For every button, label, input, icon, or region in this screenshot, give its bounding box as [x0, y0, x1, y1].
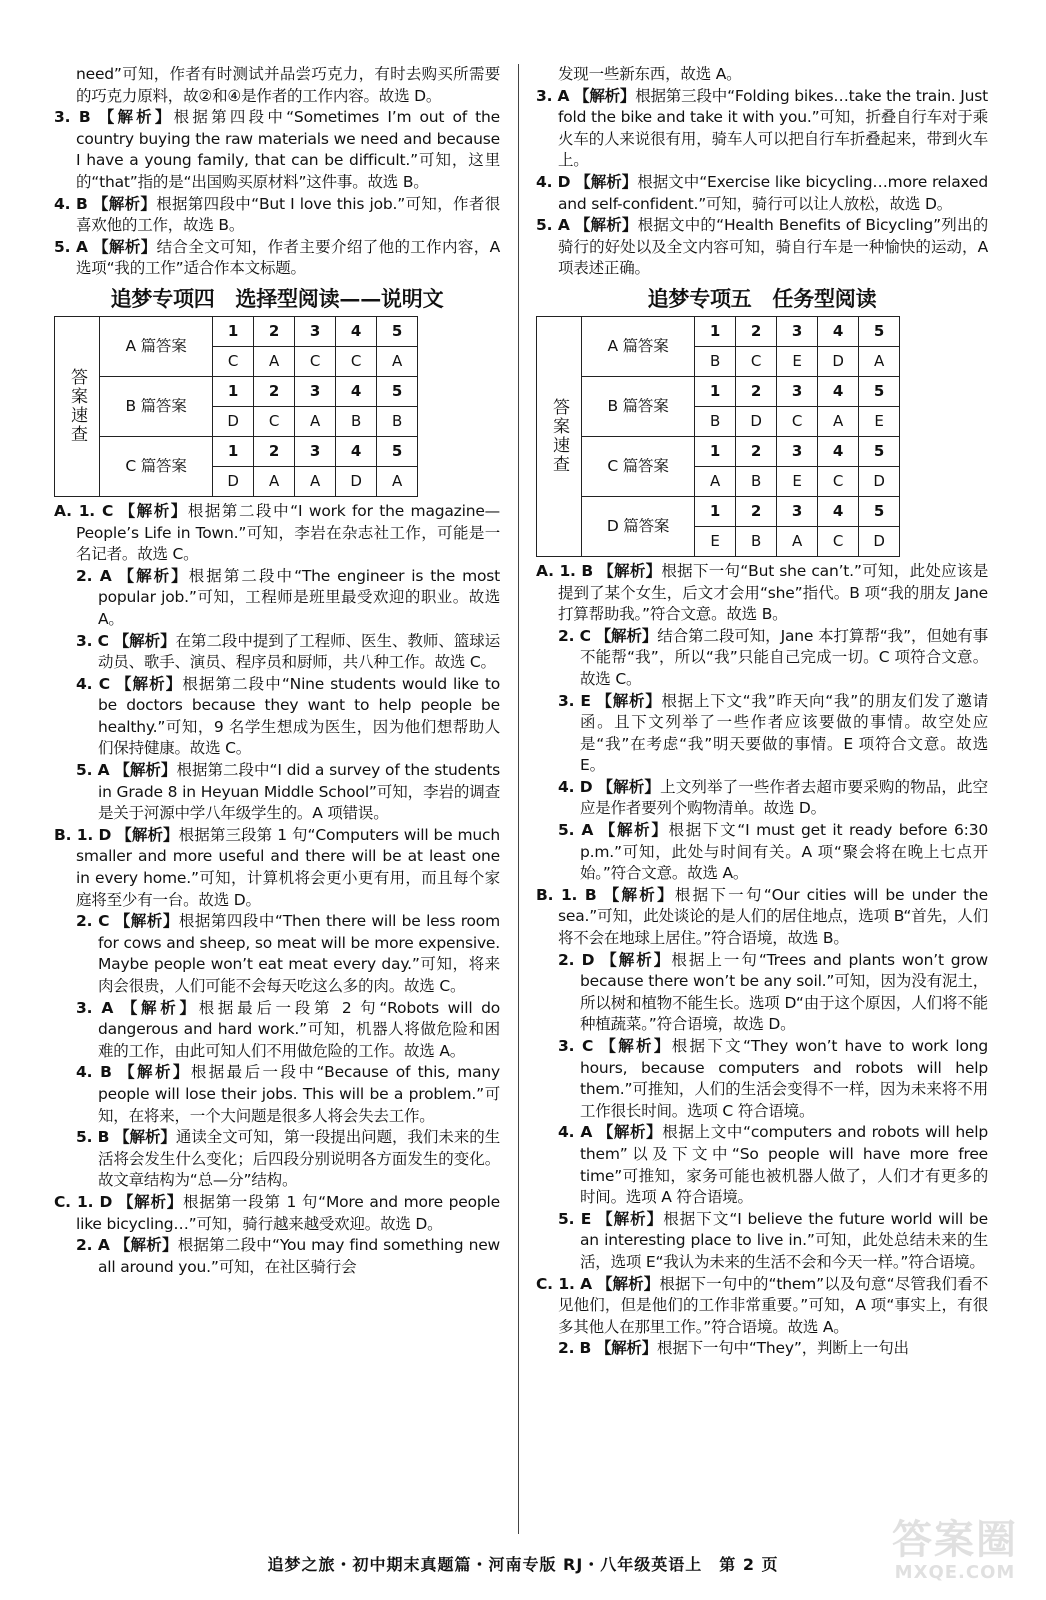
- answer-explanation: 根据下文“I must get it ready before 6:30 p.m.”可知，此处与时间有关。A 项“聚会将在晚上七点开始。”符合文意。故选 A。: [580, 821, 989, 883]
- answer-number: 4. A: [558, 1123, 593, 1142]
- answer-item: [54, 998, 500, 1063]
- answer-number: 2. A: [76, 1236, 110, 1255]
- analysis-tag: 【解析】: [600, 1037, 672, 1055]
- answer-row-numbers: [55, 316, 418, 346]
- page-footer: 追梦之旅・初中期末真题篇・河南专版 RJ・八年级英语上 第 2 页: [267, 1555, 779, 1574]
- answer-lookup-label: 答案速查: [537, 316, 582, 556]
- answer-row-numbers: [55, 376, 418, 406]
- answer-letter: A: [377, 466, 418, 496]
- analysis-tag: 【解析】: [92, 194, 157, 213]
- answer-letter: A: [295, 406, 336, 436]
- answer-table-5: [536, 316, 988, 557]
- answer-letter: A: [254, 466, 295, 496]
- answer-explanation: 根据最后一段第 2 句“Robots will do dangerous and hard work.”可知，机器人将做危险和困难的工作，由此可知人们不用做危险的工作。故选 A。: [98, 998, 500, 1060]
- answer-letter: A: [695, 466, 736, 496]
- answer-item: [536, 777, 988, 820]
- analysis-tag: 【解析】: [597, 1209, 664, 1228]
- answer-letter: D: [736, 406, 777, 436]
- answer-row-numbers: [537, 316, 900, 346]
- passage-label: D 篇答案: [582, 496, 695, 556]
- answer-explanation: 根据下一句中的“them”以及句意“尽管我们看不见他们，但是他们的工作非常重要。”可知，A 项“事实上，有很多其他人在那里工作。”符合语境。故选 A。: [558, 1274, 989, 1336]
- answer-number: A. 1. C: [54, 501, 114, 520]
- answer-table-4: [54, 316, 500, 497]
- answer-letter: A: [818, 406, 859, 436]
- answer-item: [54, 237, 500, 280]
- right-intro-items: [536, 86, 988, 280]
- question-number: 5: [377, 376, 418, 406]
- analysis-tag: 【解析】: [116, 825, 179, 844]
- right-column: [536, 64, 988, 1360]
- answer-explanation: 通读全文可知，第一段提出问题，我们未来的生活将会发生什么变化；后四段分别说明各方面发生的变化。故文章结构为“总—分”结构。: [98, 1128, 500, 1190]
- answer-item: [536, 1036, 988, 1122]
- question-number: 5: [377, 316, 418, 346]
- answer-explanation: 根据第三段第 1 句“Computers will be much smaller and more useful and there will be at least one in every home.”可知，计算机将会更小更有用，而且每个家庭将至少有一台。故选 D。: [76, 825, 501, 909]
- answer-letter: D: [336, 466, 377, 496]
- question-number: 2: [254, 376, 295, 406]
- analysis-tag: 【解析】: [114, 1128, 176, 1147]
- answer-explanation: 根据文中“Exercise like bicycling…more relaxed and self-confident.”可知，骑行可以让人放松，故选 D。: [558, 172, 988, 213]
- intro-paragraph: need”可知，作者有时测试并品尝巧克力，有时去购买所需要的巧克力原料，故②和④是作者的工作内容。故选 D。: [76, 65, 500, 105]
- answer-letter: B: [695, 406, 736, 436]
- passage-label: A 篇答案: [582, 316, 695, 376]
- answer-number: 5. B: [76, 1128, 110, 1147]
- question-number: 5: [859, 376, 900, 406]
- answer-item: [536, 215, 988, 280]
- answer-letter: C: [818, 466, 859, 496]
- passage-label: C 篇答案: [100, 436, 213, 496]
- answer-number: 3. C: [558, 1037, 594, 1055]
- answer-item: [54, 1192, 500, 1235]
- answer-item: [536, 950, 988, 1036]
- answer-explanation: 根据下文“I believe the future world will be an interesting place to live in.”可知，此处总结未来的生活，选项 E“我认为未来的生活不会和今天一样。”符合语境。: [580, 1209, 989, 1271]
- answer-letter: B: [336, 406, 377, 436]
- watermark-url: MXQE.COM: [894, 1562, 1016, 1583]
- answer-item: [536, 885, 988, 950]
- question-number: 1: [695, 316, 736, 346]
- analysis-tag: 【解析】: [599, 821, 669, 840]
- analysis-tag: 【解析】: [114, 912, 179, 931]
- answer-explanation: 结合全文可知，作者主要介绍了他的工作内容，A 选项“我的工作”适合作本文标题。: [76, 237, 500, 278]
- answer-letter: D: [213, 466, 254, 496]
- analysis-tag: 【解析】: [118, 566, 189, 585]
- answer-explanation: 根据下一句“Our cities will be under the sea.”可知，此处谈论的是人们的居住地点，选项 B“首先，人们将不会在地球上居住。”符合语境，故选 B。: [558, 885, 989, 948]
- answer-letter: C: [336, 346, 377, 376]
- answer-explanation: 根据第二段中“You may find something new all around you.”可知，在社区骑行会: [98, 1236, 501, 1276]
- answer-item: [536, 1209, 988, 1274]
- answer-explanation: 结合第二段可知，Jane 本打算帮“我”，但她有事不能帮“我”，所以“我”只能自己完成一切。C 项符合文意。故选 C。: [580, 626, 988, 688]
- question-number: 4: [818, 436, 859, 466]
- passage-label: B 篇答案: [582, 376, 695, 436]
- answer-letter: D: [213, 406, 254, 436]
- answer-letter: A: [859, 346, 900, 376]
- answer-letter: D: [859, 526, 900, 556]
- left-intro-items: [54, 107, 500, 280]
- question-number: 3: [295, 376, 336, 406]
- answer-number: C. 1. A: [536, 1274, 592, 1293]
- analysis-tag: 【解析】: [596, 691, 662, 710]
- analysis-tag: 【解析】: [597, 777, 661, 796]
- question-number: 4: [818, 496, 859, 526]
- answer-letter: B: [377, 406, 418, 436]
- answer-number: 2. B: [558, 1339, 592, 1358]
- question-number: 4: [336, 376, 377, 406]
- answer-letter: C: [818, 526, 859, 556]
- answer-item: [54, 1235, 500, 1278]
- answer-number: 5. A: [536, 216, 570, 235]
- answer-letter: E: [859, 406, 900, 436]
- answer-number: C. 1. D: [54, 1192, 113, 1211]
- answer-explanation: 根据第四段中“But I love this job.”可知，作者很喜欢他的工作，故选 B。: [76, 194, 500, 235]
- answer-number: 5. A: [558, 821, 594, 840]
- answer-explanation: 根据下一句中“They”，判断上一句出: [657, 1339, 909, 1358]
- answer-row-numbers: [537, 436, 900, 466]
- answer-item: [54, 911, 500, 997]
- answer-item: [54, 825, 500, 911]
- answer-number: A. 1. B: [536, 561, 594, 580]
- answer-item: [536, 86, 988, 172]
- question-number: 3: [295, 436, 336, 466]
- question-number: 3: [777, 316, 818, 346]
- answer-item: [536, 1122, 988, 1208]
- answer-explanation: 根据最后一段中“Because of this, many people will lose their jobs. This will be a problem.”可知，在将来，一个大问题是很多人将会失去工作。: [98, 1063, 500, 1125]
- answer-explanation: 根据下一句“But she can’t.”可知，此处应该是提到了某个女生，后文才会用“she”指代。B 项“我的朋友 Jane 打算帮助我。”符合文意。故选 B。: [558, 561, 988, 624]
- answer-letter: C: [777, 406, 818, 436]
- answer-table: [536, 316, 900, 557]
- answer-item: [536, 820, 988, 885]
- analysis-tag: 【解析】: [117, 1192, 184, 1211]
- passage-label: C 篇答案: [582, 436, 695, 496]
- answer-explanation: 根据第二段中“The engineer is the most popular job.”可知，工程师是班里最受欢迎的职业。故选 A。: [98, 566, 501, 628]
- answer-table: [54, 316, 418, 497]
- question-number: 4: [336, 436, 377, 466]
- answer-item: [54, 194, 500, 237]
- analysis-tag: 【解析】: [574, 216, 638, 235]
- analysis-tag: 【解析】: [598, 561, 662, 580]
- analysis-tag: 【解析】: [597, 1123, 663, 1142]
- answer-explanation: 根据上一句“Trees and plants won’t grow because there won’t be any soil.”可知，因为没有泥土，所以树和植物不能生长。选项 D“由于这个原因，人们将不能种植蔬菜。”符合语境，故选 D。: [580, 950, 988, 1034]
- watermark-logo: 答案圈: [892, 1516, 1018, 1563]
- answer-number: 4. D: [536, 172, 571, 191]
- answer-item: [54, 760, 500, 825]
- answer-item: [54, 674, 500, 760]
- answer-row-numbers: [537, 376, 900, 406]
- answer-lookup-label: 答案速查: [55, 316, 100, 496]
- answer-item: [54, 566, 500, 631]
- analysis-tag: 【解析】: [119, 1063, 191, 1082]
- answer-letter: A: [777, 526, 818, 556]
- question-number: 5: [859, 496, 900, 526]
- answer-letter: B: [736, 466, 777, 496]
- answer-letter: A: [377, 346, 418, 376]
- answer-letter: D: [818, 346, 859, 376]
- question-number: 2: [736, 496, 777, 526]
- answer-explanation: 根据上下文“我”昨天向“我”的朋友们发了邀请函。且下文列举了一些作者应该要做的事情。故空处应是“我”在考虑“我”明天要做的事情。E 项符合文意。故选 E。: [580, 691, 988, 775]
- analysis-tag: 【解析】: [98, 108, 174, 127]
- question-number: 2: [736, 436, 777, 466]
- analysis-tag: 【解析】: [595, 626, 658, 645]
- answer-number: 4. B: [76, 1063, 112, 1082]
- analysis-tag: 【解析】: [595, 1339, 658, 1358]
- analysis-tag: 【解析】: [93, 237, 157, 256]
- answer-item: [536, 1338, 988, 1360]
- section-title-4: 追梦专项四 选择型阅读——说明文: [110, 285, 444, 311]
- answer-explanation: 根据第一段第 1 句“More and more people like bicycling…”可知，骑行越来越受欢迎。故选 D。: [76, 1192, 500, 1233]
- answer-number: 5. E: [558, 1209, 592, 1228]
- question-number: 5: [377, 436, 418, 466]
- answer-letter: B: [736, 526, 777, 556]
- question-number: 1: [695, 376, 736, 406]
- answer-item: [54, 107, 500, 193]
- answer-item: [54, 1062, 500, 1127]
- question-number: 4: [818, 376, 859, 406]
- right-items: [536, 561, 988, 1360]
- question-number: 1: [213, 376, 254, 406]
- answer-letter: C: [213, 346, 254, 376]
- answer-number: 2. C: [76, 912, 110, 931]
- answer-explanation: 在第二段中提到了工程师、医生、教师、篮球运动员、歌手、演员、程序员和厨师，共八种工作。故选 C。: [98, 631, 500, 672]
- analysis-tag: 【解析】: [575, 172, 638, 191]
- question-number: 5: [859, 316, 900, 346]
- answer-number: 3. A: [76, 998, 114, 1017]
- question-number: 2: [254, 316, 295, 346]
- left-items: [54, 501, 500, 1278]
- analysis-tag: 【解析】: [119, 501, 188, 520]
- question-number: 2: [736, 376, 777, 406]
- left-column: [54, 64, 500, 1278]
- answer-letter: B: [695, 346, 736, 376]
- answer-item: [536, 1274, 988, 1339]
- question-number: 4: [818, 316, 859, 346]
- answer-number: 3. C: [76, 631, 109, 650]
- answer-explanation: 上文列举了一些作者去超市要采购的物品，此空应是作者要列个购物清单。故选 D。: [580, 777, 988, 818]
- question-number: 3: [295, 316, 336, 346]
- answer-number: B. 1. B: [536, 885, 597, 904]
- answer-letter: E: [695, 526, 736, 556]
- answer-row-numbers: [55, 436, 418, 466]
- answer-number: 4. C: [76, 674, 110, 693]
- question-number: 4: [336, 316, 377, 346]
- answer-letter: D: [859, 466, 900, 496]
- answer-number: 5. A: [54, 237, 88, 256]
- column-divider: [518, 64, 519, 1534]
- question-number: 3: [777, 496, 818, 526]
- analysis-tag: 【解析】: [574, 86, 636, 105]
- answer-explanation: 根据第四段中“Then there will be less room for cows and sheep, so meat will be more expensive. Maybe people won’t eat meat every day.”可知，将来肉会很贵，人们可能不会每天吃这么多的肉。故选 C。: [98, 912, 500, 995]
- answer-explanation: 根据下文“They won’t have to work long hours, because computers and robots will help them.”可推知，人们的生活会变得不一样，因为未来将不用工作很长时间。选项 C 符合语境。: [580, 1037, 988, 1120]
- answer-item: [54, 1127, 500, 1192]
- answer-number: 2. A: [76, 566, 112, 585]
- answer-explanation: 根据上文中“computers and robots will help them”以及下文中“So people will have more free time”可推知，家务可能也被机器人做了，人们才有更多的时间。选项 A 符合语境。: [580, 1123, 989, 1207]
- watermark: [880, 1518, 1030, 1590]
- analysis-tag: 【解析】: [596, 1274, 660, 1293]
- answer-number: 3. B: [54, 108, 91, 127]
- answer-row-numbers: [537, 496, 900, 526]
- answer-letter: C: [736, 346, 777, 376]
- analysis-tag: 【解析】: [115, 674, 183, 693]
- question-number: 3: [777, 376, 818, 406]
- analysis-tag: 【解析】: [114, 1236, 178, 1255]
- answer-letter: E: [777, 346, 818, 376]
- answer-explanation: 根据第二段中“I work for the magazine—People’s Life in Town.”可知，李岩在杂志社工作，可能是一名记者。故选 C。: [76, 501, 500, 564]
- intro-paragraph-right: 发现一些新东西，故选 A。: [558, 65, 742, 83]
- answer-item: [54, 501, 500, 566]
- passage-label: B 篇答案: [100, 376, 213, 436]
- analysis-tag: 【解析】: [114, 761, 177, 780]
- answer-letter: E: [777, 466, 818, 496]
- question-number: 2: [736, 316, 777, 346]
- question-number: 5: [859, 436, 900, 466]
- answer-letter: C: [295, 346, 336, 376]
- question-number: 2: [254, 436, 295, 466]
- answer-item: [536, 561, 988, 626]
- analysis-tag: 【解析】: [601, 950, 672, 969]
- question-number: 1: [695, 496, 736, 526]
- answer-number: 2. D: [558, 950, 595, 969]
- answer-explanation: 根据第四段中“Sometimes I’m out of the country buying the raw materials we need and because I have a young family, that can be difficult.”可知，这里的“that”指的是“出国购买原材料”这件事。故选 B。: [76, 108, 501, 191]
- answer-item: [536, 626, 988, 691]
- section-title-5: 追梦专项五 任务型阅读: [647, 285, 877, 311]
- answer-number: 4. D: [558, 777, 593, 796]
- question-number: 1: [213, 436, 254, 466]
- answer-number: 3. A: [536, 86, 570, 105]
- answer-letter: A: [295, 466, 336, 496]
- question-number: 1: [213, 316, 254, 346]
- analysis-tag: 【解析】: [121, 998, 199, 1017]
- answer-letter: C: [254, 406, 295, 436]
- answer-explanation: 根据第二段中“Nine students would like to be doctors because they want to help people be healthy.”可知，9 名学生想成为医生，因为他们想帮助人们保持健康。故选 C。: [98, 674, 500, 758]
- analysis-tag: 【解析】: [113, 631, 176, 650]
- passage-label: A 篇答案: [100, 316, 213, 376]
- answer-number: 5. A: [76, 761, 110, 780]
- answer-explanation: 根据第三段中“Folding bikes…take the train. Just fold the bike and take it with you.”可知，折叠自行车对于乘火车的人来说很有用，骑车人可以把自行车折叠起来，带到火车上。: [558, 86, 989, 170]
- answer-item: [54, 631, 500, 674]
- answer-item: [536, 691, 988, 777]
- answer-number: 2. C: [558, 626, 591, 645]
- answer-item: [536, 172, 988, 215]
- answer-number: 4. B: [54, 194, 88, 213]
- answer-number: B. 1. D: [54, 825, 112, 844]
- question-number: 3: [777, 436, 818, 466]
- answer-number: 3. E: [558, 691, 591, 710]
- answer-letter: A: [254, 346, 295, 376]
- answer-explanation: 根据文中的“Health Benefits of Bicycling”列出的骑行的好处以及全文内容可知，骑自行车是一种愉快的运动，A 项表述正确。: [558, 216, 988, 278]
- question-number: 1: [695, 436, 736, 466]
- analysis-tag: 【解析】: [603, 885, 675, 904]
- answer-explanation: 根据第二段中“I did a survey of the students in Grade 8 in Heyuan Middle School”可知，李岩的调查是关于河源中学八年级学生的。A 项错误。: [98, 761, 501, 823]
